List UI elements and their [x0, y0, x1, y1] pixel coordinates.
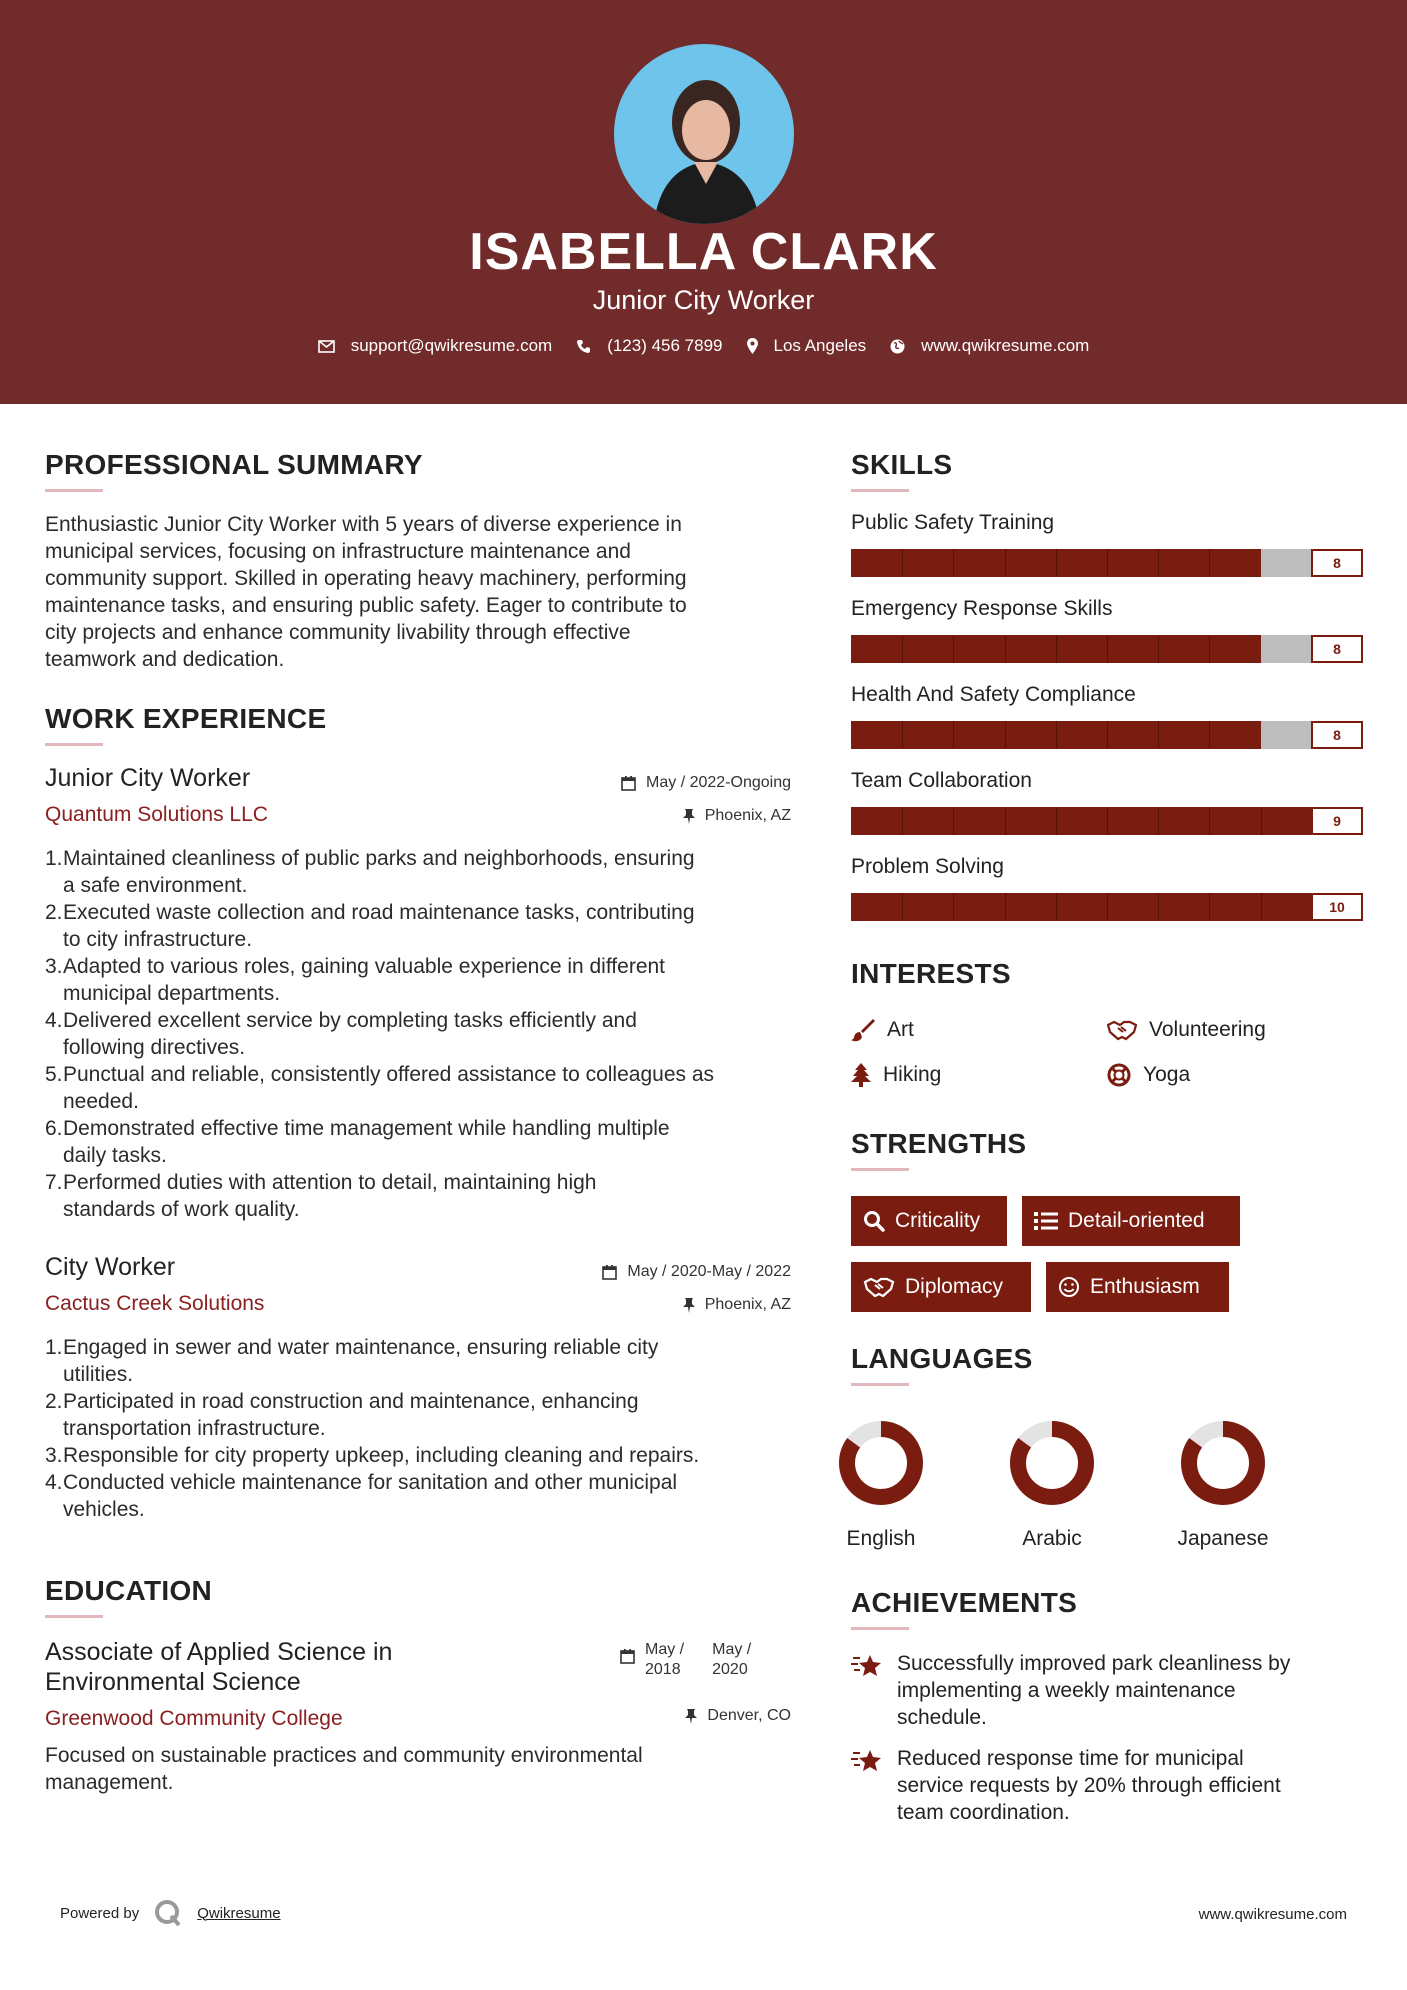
envelope-icon — [318, 340, 335, 353]
skills-rule — [851, 489, 909, 492]
achievements-heading: ACHIEVEMENTS — [851, 1587, 1078, 1618]
summary-line: teamwork and dedication. — [45, 648, 285, 671]
skill-name: Team Collaboration — [851, 769, 1032, 792]
start-year: 2018 — [645, 1661, 681, 1678]
list-item: 7. Performed duties with attention to detail, maintaining high standards of work quality. — [45, 1171, 597, 1221]
skill-level-badge: 8 — [1311, 721, 1363, 749]
candidate-title: Junior City Worker — [592, 285, 815, 315]
powered-by-text: Powered by — [60, 1904, 140, 1922]
skill-name: Public Safety Training — [851, 511, 1055, 534]
interest-volunteering — [1107, 1018, 1266, 1042]
candidate-name: ISABELLA CLARK — [469, 223, 938, 281]
skill-bar-divider — [1158, 807, 1159, 835]
skill-bar-divider — [1261, 807, 1262, 835]
star-trophy-icon — [851, 1747, 883, 1773]
skill-bar-divider — [902, 549, 903, 577]
summary-line: community support. Skilled in operating heavy machinery, performing — [45, 567, 687, 590]
skill-level-badge: 9 — [1311, 807, 1363, 835]
language-item — [1163, 1418, 1283, 1551]
job-duties-list — [45, 845, 805, 1223]
education-desc-line: management. — [45, 1771, 174, 1794]
profile-photo — [614, 44, 794, 224]
achievement-item — [851, 1745, 1281, 1826]
job-location — [683, 807, 791, 825]
summary-line: municipal services, focusing on infrastructure maintenance and — [45, 540, 631, 563]
skill-bar-divider — [1005, 893, 1006, 921]
list-item: 6. Demonstrated effective time management while handling multiple daily tasks. — [45, 1117, 670, 1167]
summary-line: maintenance tasks, and ensuring public safety. Eager to contribute to — [45, 594, 687, 617]
skill-bar-divider — [1209, 721, 1210, 749]
location-text: Los Angeles — [773, 336, 867, 355]
interest-yoga — [1107, 1063, 1190, 1087]
skill-bar-divider — [1158, 893, 1159, 921]
job-date-text: May / 2022-Ongoing — [646, 774, 791, 791]
email-text: support@qwikresume.com — [350, 336, 553, 355]
skill-bar-divider — [1005, 721, 1006, 749]
education-desc-line: Focused on sustainable practices and community environmental — [45, 1744, 643, 1767]
interests-heading: INTERESTS — [851, 958, 1011, 989]
achievement-text — [897, 1650, 1290, 1731]
skill-bar-divider — [1158, 635, 1159, 663]
experience-heading: WORK EXPERIENCE — [45, 703, 327, 734]
pushpin-icon — [685, 1709, 697, 1724]
skills-heading: SKILLS — [851, 449, 953, 480]
education-end — [712, 1640, 751, 1680]
strengths-heading: STRENGTHS — [851, 1128, 1027, 1159]
degree-line: Environmental Science — [45, 1668, 301, 1696]
list-item: 3. Adapted to various roles, gaining valuable experience in different municipal departments. — [45, 955, 666, 1005]
smile-icon — [1058, 1276, 1080, 1298]
list-item: 5. Punctual and reliable, consistently offered assistance to colleagues as needed. — [45, 1063, 715, 1113]
language-label: English — [846, 1527, 916, 1550]
lifebuoy-icon — [1107, 1063, 1131, 1087]
skill-bar-divider — [1056, 635, 1057, 663]
skill-bar-divider — [1107, 893, 1108, 921]
achievement-line: implementing a weekly maintenance — [897, 1679, 1236, 1702]
degree-line: Associate of Applied Science in — [45, 1638, 393, 1666]
languages-heading: LANGUAGES — [851, 1343, 1033, 1374]
skill-bar — [851, 549, 1363, 577]
skill-bar-divider — [953, 549, 954, 577]
job-role: City Worker — [45, 1253, 176, 1281]
pushpin-icon — [683, 809, 695, 824]
calendar-icon — [602, 1264, 617, 1280]
skill-bar-divider — [1209, 893, 1210, 921]
skill-bar-divider — [953, 721, 954, 749]
skill-bar-divider — [1158, 721, 1159, 749]
job-duties-list — [45, 1334, 805, 1523]
start-month: May / — [645, 1641, 685, 1658]
language-donut — [836, 1418, 926, 1508]
skill-bar-divider — [1056, 721, 1057, 749]
list-item: 1. Maintained cleanliness of public parks and neighborhoods, ensuring a safe environment. — [45, 847, 695, 897]
achievement-line: Successfully improved park cleanliness by — [897, 1652, 1291, 1675]
strength-tag — [1046, 1262, 1229, 1312]
end-month: May / — [712, 1641, 752, 1658]
education-description — [45, 1742, 643, 1796]
summary-line: Enthusiastic Junior City Worker with 5 years of diverse experience in — [45, 513, 682, 536]
skill-bar-divider — [953, 807, 954, 835]
language-donut — [1007, 1418, 1097, 1508]
education-location-text: Denver, CO — [707, 1707, 791, 1724]
job-role: Junior City Worker — [45, 764, 251, 792]
strength-label: Diplomacy — [905, 1275, 1004, 1298]
phone-text: (123) 456 7899 — [607, 336, 723, 355]
contact-location — [747, 336, 867, 356]
interest-label: Art — [887, 1018, 914, 1041]
experience-rule — [45, 743, 103, 746]
education-location — [685, 1707, 791, 1725]
skill-name: Problem Solving — [851, 855, 1004, 878]
skill-bar-divider — [1209, 807, 1210, 835]
skill-level-badge: 8 — [1311, 549, 1363, 577]
list-item: 4. Delivered excellent service by completing tasks efficiently and following directives. — [45, 1009, 637, 1059]
summary-text — [45, 511, 687, 673]
star-trophy-icon — [851, 1652, 883, 1678]
education-heading: EDUCATION — [45, 1575, 213, 1606]
handshake-icon — [1107, 1019, 1137, 1041]
achievement-text — [897, 1745, 1281, 1826]
achievements-rule — [851, 1627, 909, 1630]
job-location-text: Phoenix, AZ — [704, 1296, 791, 1313]
footer-website-link[interactable]: www.qwikresume.com — [1198, 1906, 1347, 1923]
interest-art — [851, 1018, 914, 1042]
language-donut — [1178, 1418, 1268, 1508]
achievement-line: service requests by 20% through efficient — [897, 1774, 1281, 1797]
skill-level-badge: 8 — [1311, 635, 1363, 663]
strength-label: Detail-oriented — [1068, 1209, 1205, 1232]
list-item: 1. Engaged in sewer and water maintenance, ensuring reliable city utilities. — [45, 1336, 659, 1386]
job-date-text: May / 2020-May / 2022 — [627, 1263, 791, 1280]
skill-bar-divider — [1107, 635, 1108, 663]
paintbrush-icon — [851, 1018, 875, 1042]
education-rule — [45, 1615, 103, 1618]
interest-hiking — [851, 1063, 941, 1087]
school-name: Greenwood Community College — [45, 1707, 343, 1730]
list-item: 4. Conducted vehicle maintenance for sanitation and other municipal vehicles. — [45, 1471, 678, 1521]
job-location — [683, 1296, 791, 1314]
tree-icon — [851, 1063, 871, 1087]
achievement-line: schedule. — [897, 1706, 987, 1729]
skill-bar — [851, 893, 1363, 921]
skill-bar-divider — [1005, 635, 1006, 663]
language-item — [821, 1418, 941, 1551]
language-label: Arabic — [1022, 1527, 1082, 1550]
skill-bar-divider — [1005, 549, 1006, 577]
skill-bar-divider — [902, 807, 903, 835]
list-item: 2. Executed waste collection and road maintenance tasks, contributing to city infrastructure. — [45, 901, 695, 951]
languages-rule — [851, 1383, 909, 1386]
skill-bar — [851, 807, 1363, 835]
education-dates — [620, 1640, 751, 1680]
handshake-icon — [863, 1276, 895, 1298]
footer-powered-by — [60, 1898, 281, 1928]
job-date — [621, 774, 791, 792]
contact-website[interactable] — [890, 336, 1089, 356]
search-icon — [863, 1210, 885, 1232]
list-icon — [1034, 1211, 1058, 1231]
skill-bar-divider — [1056, 893, 1057, 921]
contact-email[interactable] — [318, 336, 553, 356]
website-text: www.qwikresume.com — [921, 336, 1090, 355]
skill-bar-divider — [902, 721, 903, 749]
list-item: 2. Participated in road construction and maintenance, enhancing transportation infrastructure. — [45, 1390, 639, 1440]
pushpin-icon — [683, 1298, 695, 1313]
summary-line: city projects and enhance community livability through effective — [45, 621, 631, 644]
degree-title — [45, 1637, 392, 1697]
education-start — [645, 1640, 684, 1680]
map-pin-icon — [747, 338, 758, 354]
globe-icon — [890, 339, 905, 354]
calendar-icon — [621, 775, 636, 791]
strength-tag — [851, 1262, 1031, 1312]
achievement-item — [851, 1650, 1290, 1731]
calendar-icon — [620, 1648, 635, 1664]
skill-bar — [851, 635, 1363, 663]
job-company: Cactus Creek Solutions — [45, 1292, 265, 1315]
phone-icon — [576, 339, 591, 354]
skill-bar-divider — [1261, 893, 1262, 921]
summary-rule — [45, 489, 103, 492]
strengths-rule — [851, 1168, 909, 1171]
skill-bar-divider — [1107, 549, 1108, 577]
language-label: Japanese — [1177, 1527, 1269, 1550]
skill-bar — [851, 721, 1363, 749]
strength-tag — [851, 1196, 1007, 1246]
qwikresume-link[interactable]: Qwikresume — [197, 1904, 281, 1922]
achievement-line: team coordination. — [897, 1801, 1070, 1824]
skill-bar-divider — [953, 635, 954, 663]
header-banner — [0, 0, 1407, 404]
contact-phone[interactable] — [576, 336, 722, 356]
strength-tag — [1022, 1196, 1240, 1246]
skill-bar-divider — [1056, 549, 1057, 577]
skill-name: Emergency Response Skills — [851, 597, 1113, 620]
job-date — [602, 1263, 791, 1281]
skill-bar-divider — [953, 893, 954, 921]
skill-bar-divider — [1107, 807, 1108, 835]
skill-bar-divider — [1209, 635, 1210, 663]
strength-label: Criticality — [895, 1209, 981, 1232]
contact-bar — [0, 336, 1407, 356]
skill-bar-divider — [902, 893, 903, 921]
summary-heading: PROFESSIONAL SUMMARY — [45, 449, 423, 480]
job-location-text: Phoenix, AZ — [704, 807, 791, 824]
end-year: 2020 — [712, 1661, 748, 1678]
person-silhouette-icon — [614, 44, 794, 224]
list-item: 3. Responsible for city property upkeep, including cleaning and repairs. — [45, 1444, 700, 1467]
skill-level-badge: 10 — [1311, 893, 1363, 921]
interest-label: Yoga — [1143, 1063, 1191, 1086]
interest-label: Volunteering — [1149, 1018, 1266, 1041]
language-item — [992, 1418, 1112, 1551]
skill-bar-fill — [851, 807, 1312, 835]
skill-bar-divider — [1107, 721, 1108, 749]
skill-name: Health And Safety Compliance — [851, 683, 1136, 706]
qwikresume-logo-icon — [153, 1898, 183, 1928]
skill-bar-divider — [1209, 549, 1210, 577]
skill-bar-divider — [902, 635, 903, 663]
skill-bar-divider — [1158, 549, 1159, 577]
strength-label: Enthusiasm — [1090, 1275, 1200, 1298]
skill-bar-divider — [1056, 807, 1057, 835]
skill-bar-divider — [1005, 807, 1006, 835]
achievement-line: Reduced response time for municipal — [897, 1747, 1244, 1770]
interest-label: Hiking — [883, 1063, 942, 1086]
job-company: Quantum Solutions LLC — [45, 803, 268, 826]
